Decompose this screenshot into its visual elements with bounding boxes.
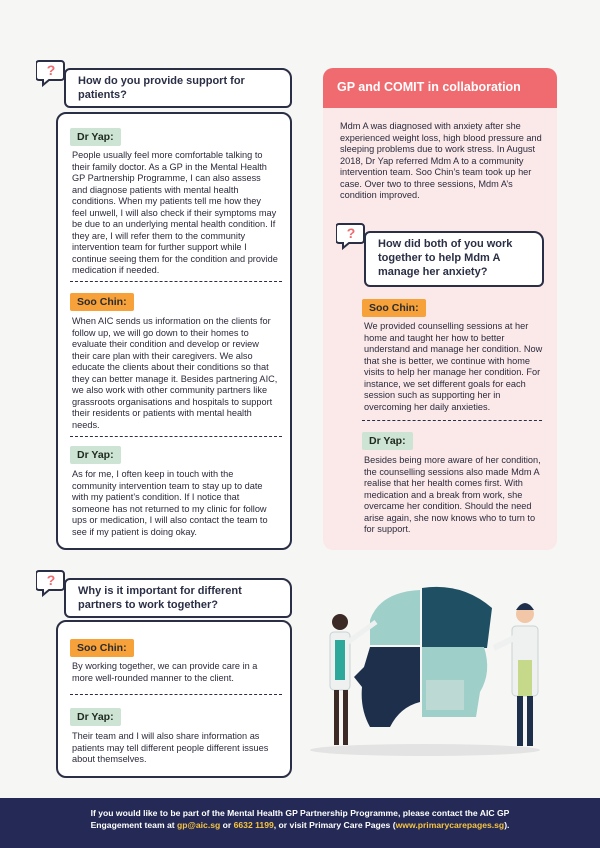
- q1-answer-2: When AIC sends us information on the clients for follow up, we will go down to their homes to evaluate their condition and develop or review their care plan with their caregivers. We also educate the clients about their conditions so that they can better manage it. Besides partnering AIC, we also work with other community partners like grassroots organisations and hospitals to support their residents or patients with mental health needs.: [72, 316, 278, 430]
- footer-line-2: [0, 819, 600, 831]
- q2-header: [64, 578, 292, 618]
- q1-answer-3: As for me, I often keep in touch with the community intervention team to stay up to date with my patient’s condition. If I notice that someone has not returned to my clinic for follow ups or medication, I will also contact the team to see if my patient is doing okay.: [72, 469, 268, 537]
- q1-speaker-1: Dr Yap:: [70, 128, 121, 146]
- svg-text:?: ?: [346, 225, 356, 241]
- collab-title: GP and COMIT in collaboration: [323, 68, 557, 108]
- collab-question: How did both of you work together to help Mdm A manage her anxiety?: [378, 238, 513, 278]
- q1-header: [64, 68, 292, 108]
- footer-text: Engagement team at: [90, 820, 177, 830]
- email-link[interactable]: gp@aic.sg: [177, 820, 221, 830]
- phone-link[interactable]: 6632 1199: [233, 820, 274, 830]
- question-bubble-icon: [36, 58, 66, 88]
- puzzle-head-illustration: [300, 580, 570, 760]
- divider: [362, 420, 542, 421]
- divider: [70, 436, 282, 437]
- q2-answer-1: By working together, we can provide care in a more well-rounded manner to the client.: [72, 661, 258, 683]
- q1-answer-1: People usually feel more comfortable talking to their family doctor. As a GP in the Mental Health GP Partnership Programme, I can also assess and diagnose patients with mental health conditions. When my patients tell me how they feel unwell, I will also check if their symptoms may be due to an underlying mental health condition. If they are, I will refer them to the community intervention team for further support while I continue seeing them for the condition and provide medication if needed.: [72, 150, 278, 275]
- collab-answer-1: We provided counselling sessions at her home and taught her how to better understand and manage her condition. Now that she is better, we continue with home visits to help her manage her condition. For instance, we set different goals for each session such as supporting her in overcoming her daily anxieties.: [364, 321, 543, 412]
- q2-speaker-1: Soo Chin:: [70, 639, 134, 657]
- collab-speaker-1: Soo Chin:: [362, 299, 426, 317]
- divider: [70, 694, 282, 695]
- footer-text: , or visit Primary Care Pages (: [273, 820, 396, 830]
- q2-answer-2: Their team and I will also share information as patients may tell different people different issues about themselves.: [72, 731, 269, 764]
- collab-speaker-2: Dr Yap:: [362, 432, 413, 450]
- contact-footer: [0, 798, 600, 848]
- q1-question: How do you provide support for patients?: [78, 75, 245, 101]
- svg-text:?: ?: [46, 62, 56, 78]
- q2-question: Why is it important for different partners to work together?: [78, 585, 242, 611]
- website-link[interactable]: www.primarycarepages.sg: [395, 820, 505, 830]
- collab-answer-2: Besides being more aware of her condition, the counselling sessions also made Mdm A realise that her health comes first. With medication and a break from work, she overcame her condition. Should the need arise again, she now knows who to turn to for support.: [364, 455, 541, 534]
- footer-text: or: [220, 820, 234, 830]
- collab-intro: Mdm A was diagnosed with anxiety after she experienced weight loss, high blood pressure and sleeping problems due to work stress. In August 2018, Dr Yap referred Mdm A to a community intervention team. Soo Chin’s team took up her case. Over two to three sessions, Mdm A’s condition improved.: [340, 121, 542, 200]
- divider: [70, 281, 282, 282]
- q2-speaker-2: Dr Yap:: [70, 708, 121, 726]
- footer-text: ).: [504, 820, 510, 830]
- q1-speaker-2: Soo Chin:: [70, 293, 134, 311]
- q1-speaker-3: Dr Yap:: [70, 446, 121, 464]
- footer-line-1: If you would like to be part of the Mental Health GP Partnership Programme, please contact the AIC GP: [90, 808, 510, 818]
- collab-q-header: [364, 231, 544, 287]
- svg-text:?: ?: [46, 572, 56, 588]
- question-bubble-icon: [36, 568, 66, 598]
- question-bubble-icon: [336, 221, 366, 251]
